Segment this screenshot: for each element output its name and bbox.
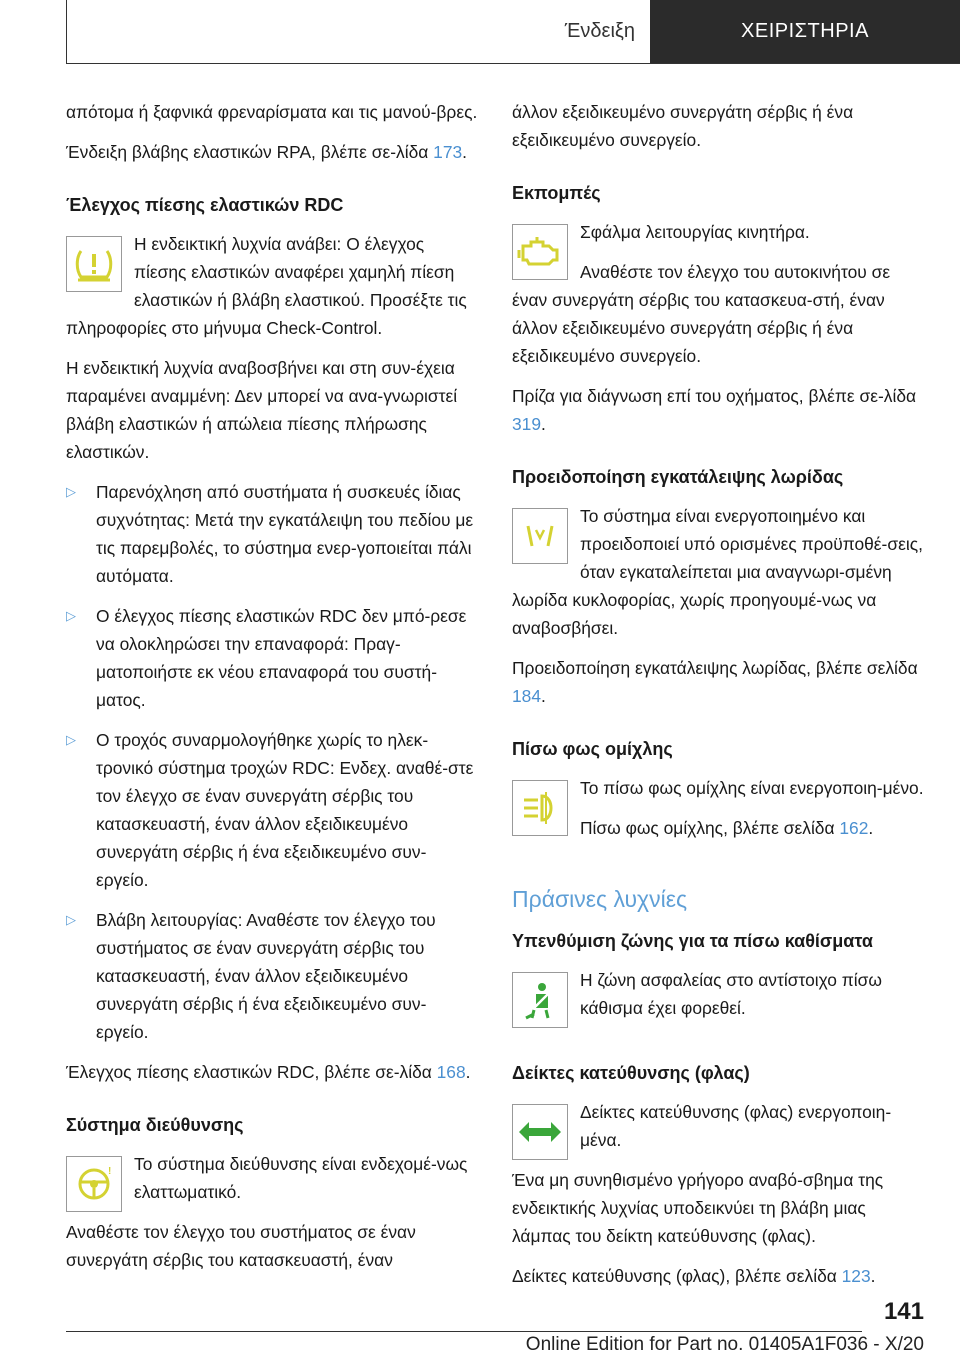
seatbelt-icon xyxy=(512,972,568,1028)
steering-heading: Σύστημα διεύθυνσης xyxy=(66,1115,244,1135)
right-column xyxy=(512,98,924,1302)
lane-block xyxy=(512,502,924,654)
paragraph: Πίσω φως ομίχλης, βλέπε σελίδα 162. xyxy=(580,818,874,838)
rdc-heading: Έλεγχος πίεσης ελαστικών RDC xyxy=(66,195,344,215)
paragraph: Η ενδεικτική λυχνία ανάβει: Ο έλεγχος πίεσης ελαστικών αναφέρει χαμηλή πίεση ελαστικών ή βλάβη ελαστικού. Προσέξτε τις πληροφορίες στο μήνυμα Check-Control. xyxy=(66,234,467,338)
paragraph: άλλον εξειδικευμένο συνεργάτη σέρβις ή ένα εξειδικευμένο συνεργείο. xyxy=(512,102,854,150)
footer-divider xyxy=(66,1331,862,1332)
triangle-bullet-icon: ▷ xyxy=(66,484,76,499)
turn-heading: Δείκτες κατεύθυνσης (φλας) xyxy=(512,1063,750,1083)
rear-fog-light-icon xyxy=(512,780,568,836)
lane-departure-icon xyxy=(512,508,568,564)
page-link[interactable]: 123 xyxy=(841,1266,871,1286)
left-column xyxy=(66,98,478,1286)
triangle-bullet-icon: ▷ xyxy=(66,608,76,623)
triangle-bullet-icon: ▷ xyxy=(66,732,76,747)
paragraph: Προειδοποίηση εγκατάλειψης λωρίδας, βλέπε σελίδα 184. xyxy=(512,658,918,706)
fog-block xyxy=(512,774,924,854)
page-link[interactable]: 173 xyxy=(433,142,463,162)
svg-text:!: ! xyxy=(108,1166,112,1177)
list-item: ▷ Παρενόχληση από συστήματα ή συσκευές ίδιας συχνότητας: Μετά την εγκατάλειψη του πεδίου με τις παρεμβολές, το σύστημα ενερ-γοποιείται πάλι αυτόματα. xyxy=(66,478,478,590)
paragraph: Η ενδεικτική λυχνία αναβοσβήνει και στη συν-έχεια παραμένει αναμμένη: Δεν μπορεί να ανα-γνωριστεί βλάβη ελαστικών ή απώλεια πίεσης πλήρωσης ελαστικών. xyxy=(66,358,458,462)
steering-block xyxy=(66,1150,478,1286)
fog-heading: Πίσω φως ομίχλης xyxy=(512,739,673,759)
turn-block xyxy=(512,1098,924,1262)
emissions-heading: Εκπομπές xyxy=(512,183,601,203)
list-item: ▷ Ο τροχός συναρμολογήθηκε χωρίς το ηλεκ-τρονικό σύστημα τροχών RDC: Ενδεχ. αναθέ-στε τον έλεγχο σε έναν συνεργάτη σέρβις του κατασκευαστή, έναν άλλον εξειδικευμένο συνεργάτη σέρβις ή ένα εξειδικευμένο συν-εργείο. xyxy=(66,726,478,894)
page-link[interactable]: 162 xyxy=(839,818,869,838)
page-link[interactable]: 168 xyxy=(436,1062,466,1082)
paragraph: απότομα ή ξαφνικά φρεναρίσματα και τις μανού-βρες. xyxy=(66,102,478,122)
belt-block xyxy=(512,966,924,1034)
belt-heading: Υπενθύμιση ζώνης για τα πίσω καθίσματα xyxy=(512,931,873,951)
paragraph: Έλεγχος πίεσης ελαστικών RDC, βλέπε σε-λίδα 168. xyxy=(66,1062,471,1082)
section-title: Ένδειξη xyxy=(564,20,635,42)
footer-edition: Online Edition for Part no. 01405A1F036 - X/20 xyxy=(525,1334,924,1355)
chapter-title: ΧΕΙΡΙΣΤΗΡΙΑ xyxy=(650,0,960,63)
triangle-bullet-icon: ▷ xyxy=(66,912,76,927)
paragraph: Ένδειξη βλάβης ελαστικών RPA, βλέπε σε-λίδα 173. xyxy=(66,142,468,162)
paragraph: Το σύστημα είναι ενεργοποιημένο και προειδοποιεί υπό ορισμένες προϋποθέ-σεις, όταν εγκαταλείπεται μια αναγνωρι-σμένη λωρίδα κυκλοφορίας, χωρίς προηγουμέ-νως να αναβοσβήσει. xyxy=(512,506,923,638)
paragraph: Δείκτες κατεύθυνσης (φλας) ενεργοποιη-μένα. xyxy=(580,1102,892,1150)
emissions-block xyxy=(512,218,924,382)
page-link[interactable]: 319 xyxy=(512,414,542,434)
paragraph: Το πίσω φως ομίχλης είναι ενεργοποιη-μένο. xyxy=(580,778,924,798)
paragraph: Αναθέστε τον έλεγχο του αυτοκινήτου σε έναν συνεργάτη σέρβις του κατασκευα-στή, έναν άλλον εξειδικευμένο συνεργάτη σέρβις ή ένα εξειδικευμένο συνεργείο. xyxy=(512,262,891,366)
engine-check-icon xyxy=(512,224,568,280)
green-lights-heading: Πράσινες λυχνίες xyxy=(512,886,688,912)
steering-warning-icon xyxy=(66,1156,122,1212)
page-number: 141 xyxy=(883,1298,924,1325)
rdc-block xyxy=(66,230,478,354)
lane-heading: Προειδοποίηση εγκατάλειψης λωρίδας xyxy=(512,467,844,487)
paragraph: Πρίζα για διάγνωση επί του οχήματος, βλέπε σε-λίδα 319. xyxy=(512,386,917,434)
paragraph: Σφάλμα λειτουργίας κινητήρα. xyxy=(580,222,810,242)
paragraph: Το σύστημα διεύθυνσης είναι ενδεχομέ-νως ελαττωματικό. xyxy=(134,1154,468,1202)
paragraph: Αναθέστε τον έλεγχο του συστήματος σε έναν συνεργάτη σέρβις του κατασκευαστή, έναν xyxy=(66,1222,416,1270)
list-item: ▷ Βλάβη λειτουργίας: Αναθέστε τον έλεγχο του συστήματος σε έναν συνεργάτη σέρβις του κατασκευαστή, έναν άλλον εξειδικευμένο συνεργάτη σέρβις ή ένα εξειδικευμένο συν-εργείο. xyxy=(66,906,478,1046)
list-item: ▷ Ο έλεγχος πίεσης ελαστικών RDC δεν μπό-ρεσε να ολοκληρώσει την επαναφορά: Πραγ-ματοποιήστε εκ νέου επαναφορά του συστή-ματος. xyxy=(66,602,478,714)
turn-signal-icon xyxy=(512,1104,568,1160)
page-header xyxy=(66,0,960,64)
paragraph: Ένα μη συνηθισμένο γρήγορο αναβό-σβημα της ενδεικτικής λυχνίας υποδεικνύει τη βλάβη μιας λάμπας του δείκτη κατεύθυνσης (φλας). xyxy=(512,1170,884,1246)
page-link[interactable]: 184 xyxy=(512,686,542,706)
tire-pressure-warning-icon xyxy=(66,236,122,292)
paragraph: Η ζώνη ασφαλείας στο αντίστοιχο πίσω κάθισμα έχει φορεθεί. xyxy=(580,970,882,1018)
paragraph: Δείκτες κατεύθυνσης (φλας), βλέπε σελίδα 123. xyxy=(512,1266,876,1286)
